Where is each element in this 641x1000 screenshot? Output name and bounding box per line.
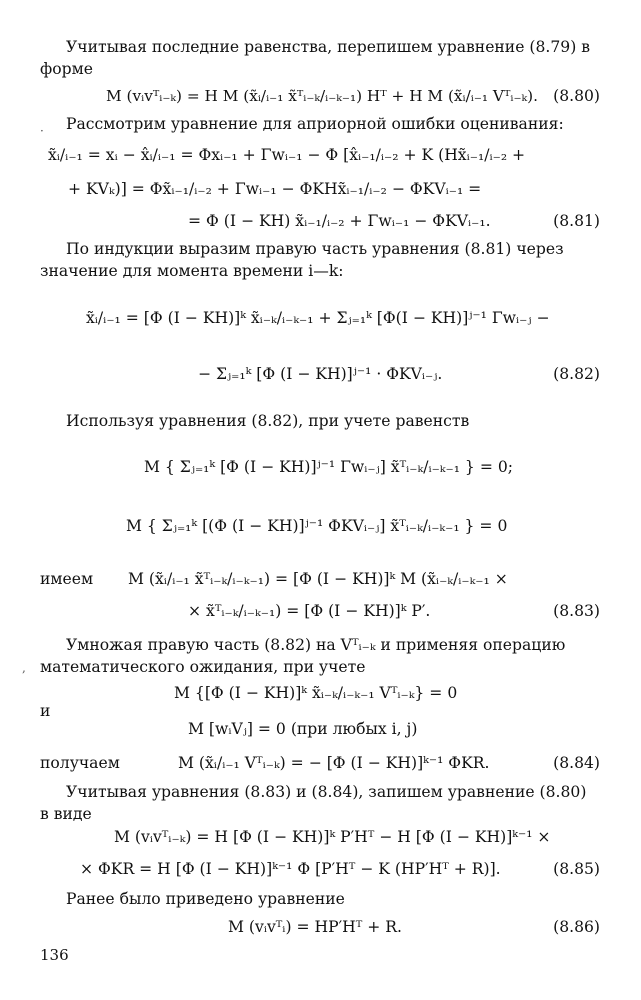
equation-body: − Σⱼ₌₁ᵏ [Φ (I − KH)]ʲ⁻¹ · ΦKVᵢ₋ⱼ. [198,365,443,383]
equation-number: (8.81) [553,212,600,230]
equation-8-85-line-1 [40,824,600,850]
equation-body: M (vᵢvᵀᵢ₋ₖ) = H M (x̃ᵢ/ᵢ₋₁ x̃ᵀᵢ₋ₖ/ᵢ₋ₖ₋₁) Hᵀ + H M (x̃ᵢ/ᵢ₋₁ Vᵀᵢ₋ₖ). [106,87,538,105]
equation-number: (8.80) [553,87,600,105]
equation-body: = Φ (I − KH) x̃ᵢ₋₁/ᵢ₋₂ + Γwᵢ₋₁ − ΦKVᵢ₋₁. [188,212,491,230]
paragraph-induction: По индукции выразим правую часть уравнения (8.81) через значение для момента времени i—k: [40,240,564,280]
paragraph-earlier-equation: Ранее было приведено уравнение [66,890,345,908]
equation-body: M [wᵢVⱼ] = 0 (при любых i, j) [188,720,418,738]
equation-body: M (x̃ᵢ/ᵢ₋₁ x̃ᵀᵢ₋ₖ/ᵢ₋ₖ₋₁) = [Φ (I − KH)]ᵏ M (x̃ᵢ₋ₖ/ᵢ₋ₖ₋₁ × [128,570,508,588]
paragraph-a-priori-error: Рассмотрим уравнение для априорной ошибки оценивания: [66,115,564,133]
equation-body: x̃ᵢ/ᵢ₋₁ = xᵢ − x̂ᵢ/ᵢ₋₁ = Φxᵢ₋₁ + Γwᵢ₋₁ − Φ [x̂ᵢ₋₁/ᵢ₋₂ + K (Hx̃ᵢ₋₁/ᵢ₋₂ + [48,146,526,164]
page-number: 136 [40,946,69,964]
equation-8-80 [40,83,600,109]
equation-8-82-line-1 [40,294,600,342]
equation-noise-independence [40,716,600,742]
equation-body: M (vᵢvᵀᵢ) = HP′Hᵀ + R. [228,918,402,936]
margin-mark: · [40,124,44,138]
equation-body: × x̃ᵀᵢ₋ₖ/ᵢ₋ₖ₋₁) = [Φ (I − KH)]ᵏ P′. [188,602,431,620]
equation-8-81-line-1 [40,142,600,168]
equation-number: (8.83) [553,602,600,620]
equation-8-85-line-2 [40,856,600,882]
word-poluchaem: получаем [40,754,120,772]
paragraph-intro-880: Учитывая последние равенства, перепишем уравнение (8.79) в форме [40,38,591,78]
equation-8-86 [40,914,600,940]
equation-body: M { Σⱼ₌₁ᵏ [(Φ (I − KH)]ʲ⁻¹ ΦKVᵢ₋ⱼ] x̃ᵀᵢ₋ₖ/ᵢ₋ₖ₋₁ } = 0 [126,517,508,535]
paragraph-using-882: Используя уравнения (8.82), при учете равенств [66,412,470,430]
equation-body: × ΦKR = H [Φ (I − KH)]ᵏ⁻¹ Φ [P′Hᵀ − K (HP′Hᵀ + R)]. [80,860,501,878]
equation-body: + KVₖ)] = Φx̃ᵢ₋₁/ᵢ₋₂ + Γwᵢ₋₁ − ΦKHx̃ᵢ₋₁/ᵢ₋₂ − ΦKVᵢ₋₁ = [68,180,482,198]
equation-8-82-line-2 [40,350,600,398]
equation-body: M {[Φ (I − KH)]ᵏ x̃ᵢ₋ₖ/ᵢ₋ₖ₋₁ Vᵀᵢ₋ₖ} = 0 [174,684,458,702]
equation-8-81-line-2 [40,176,600,202]
margin-mark: , [22,661,26,675]
equation-body: M (vᵢvᵀᵢ₋ₖ) = H [Φ (I − KH)]ᵏ P′Hᵀ − H [Φ (I − KH)]ᵏ⁻¹ × [114,828,551,846]
equation-8-83-line-1 [40,566,600,592]
word-imeem: имеем [40,570,94,588]
equation-number: (8.85) [553,860,600,878]
equation-body: x̃ᵢ/ᵢ₋₁ = [Φ (I − KH)]ᵏ x̃ᵢ₋ₖ/ᵢ₋ₖ₋₁ + Σⱼ₌₁ᵏ [Φ(I − KH)]ʲ⁻¹ Γwᵢ₋ⱼ − [86,309,550,327]
equation-body: M (x̃ᵢ/ᵢ₋₁ Vᵀᵢ₋ₖ) = − [Φ (I − KH)]ᵏ⁻¹ ΦKR. [178,754,490,772]
equation-equality-1 [40,443,600,491]
paragraph-rewrite-880: Учитывая уравнения (8.83) и (8.84), запишем уравнение (8.80) в виде [40,783,587,823]
word-i: и [40,702,51,720]
paragraph-multiply: Умножая правую часть (8.82) на Vᵀᵢ₋ₖ и применяя операцию математического ожидания, при учете [40,636,566,676]
equation-8-81-line-3 [40,208,600,234]
equation-equality-2 [40,502,600,550]
equation-body: M { Σⱼ₌₁ᵏ [Φ (I − KH)]ʲ⁻¹ Γwᵢ₋ⱼ] x̃ᵀᵢ₋ₖ/ᵢ₋ₖ₋₁ } = 0; [144,458,514,476]
equation-number: (8.86) [553,918,600,936]
equation-8-84 [40,750,600,776]
equation-number: (8.82) [553,365,600,383]
equation-number: (8.84) [553,754,600,772]
equation-8-83-line-2 [40,598,600,624]
